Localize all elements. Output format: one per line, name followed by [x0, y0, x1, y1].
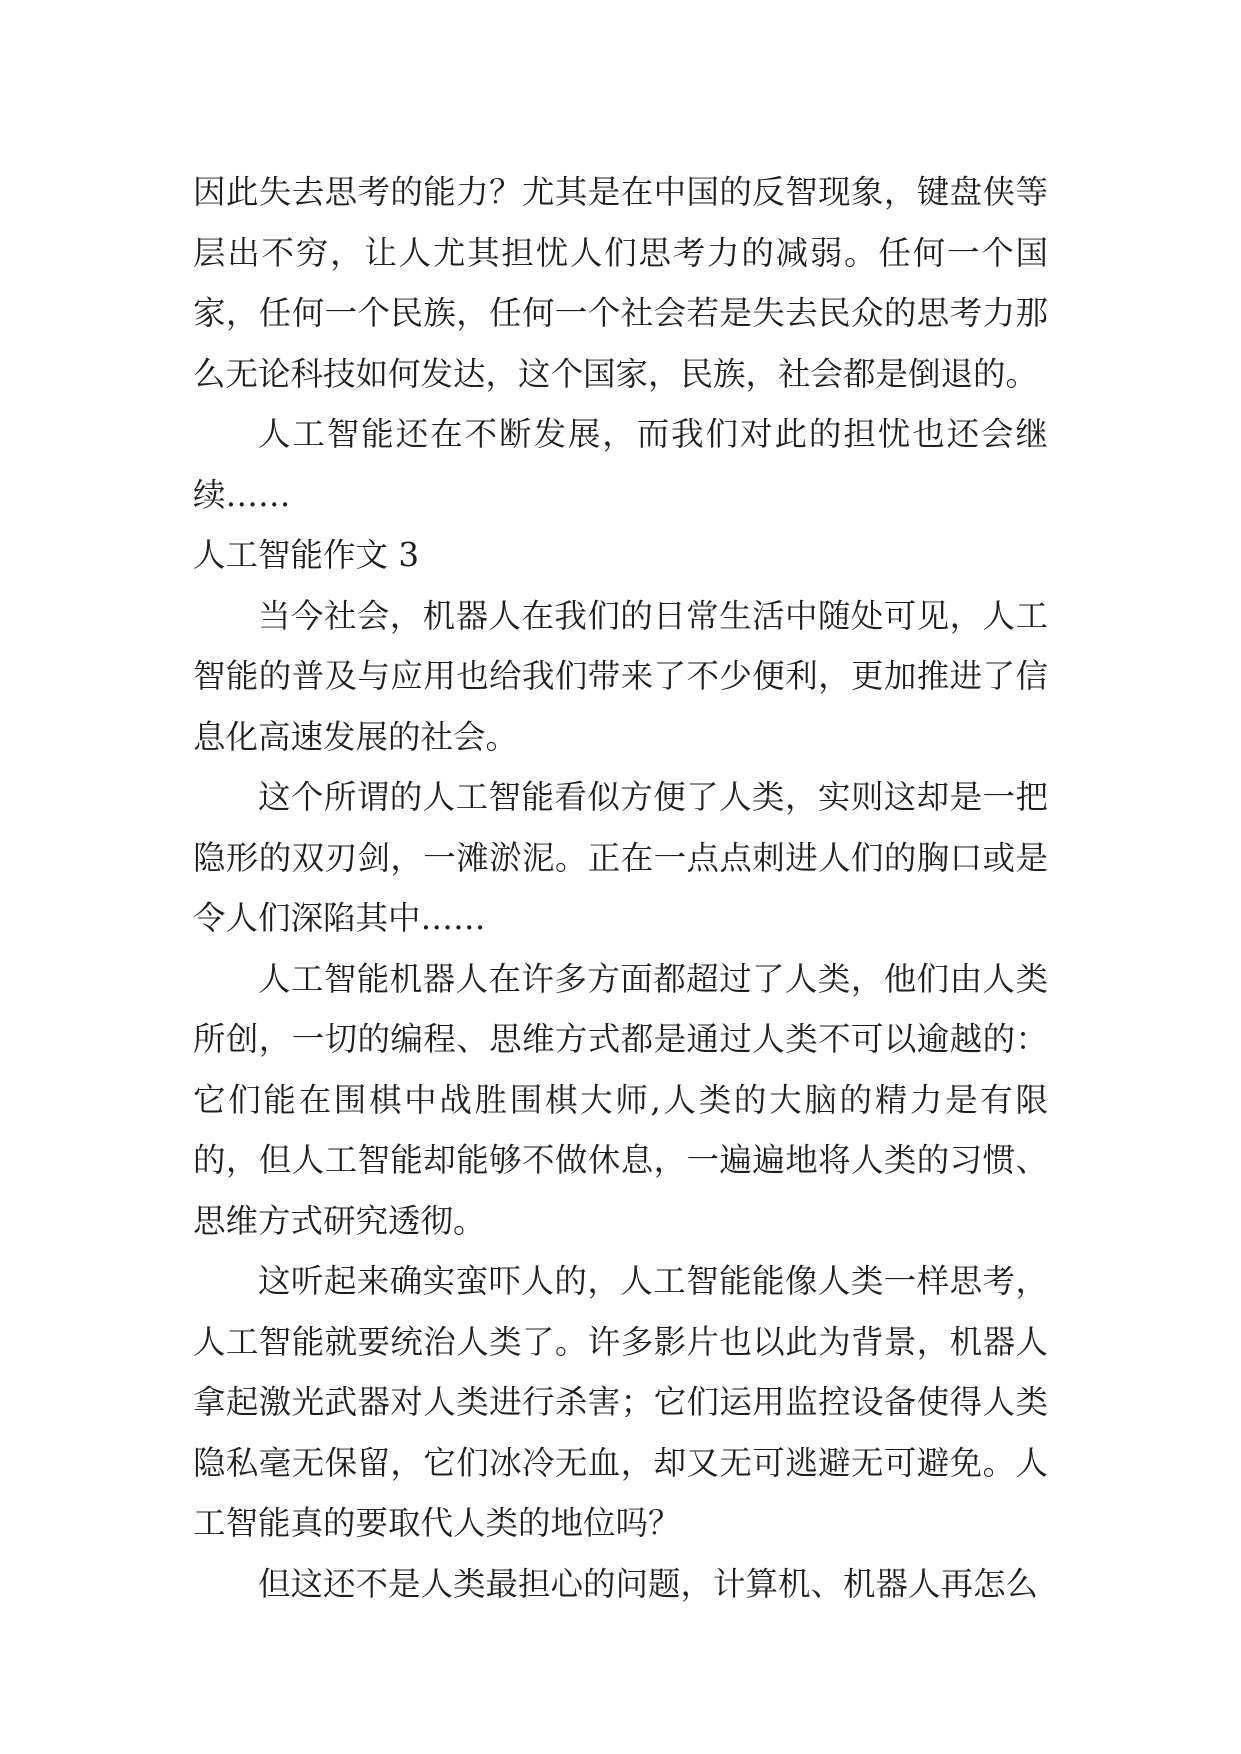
paragraph: 这听起来确实蛮吓人的，人工智能能像人类一样思考，人工智能就要统治人类了。许多影片也以此为背景，机器人拿起激光武器对人类进行杀害；它们运用监控设备使得人类隐私毫无保留，它们冰冷无血，却又无可逃避无可避免。人工智能真的要取代人类的地位吗？	[193, 1262, 1048, 1542]
paragraph: 但这还不是人类最担心的问题，计算机、机器人再怎么	[258, 1564, 1039, 1603]
paragraph: 当今社会，机器人在我们的日常生活中随处可见，人工智能的普及与应用也给我们带来了不少便利，更加推进了信息化高速发展的社会。	[193, 596, 1048, 756]
paragraph: 人工智能还在不断发展，而我们对此的担忧也还会继续……	[193, 415, 1048, 514]
essay-body	[193, 162, 1048, 1614]
essay-heading: 人工智能作文 3	[193, 536, 420, 574]
paragraph: 这个所谓的人工智能看似方便了人类，实则这却是一把隐形的双刃剑，一滩淤泥。正在一点点刺进人们的胸口或是令人们深陷其中……	[193, 778, 1048, 937]
paragraph-continuation: 因此失去思考的能力？尤其是在中国的反智现象，键盘侠等层出不穷，让人尤其担忧人们思考力的减弱。任何一个国家，任何一个民族，任何一个社会若是失去民众的思考力那么无论科技如何发达，这个国家，民族，社会都是倒退的。	[193, 173, 1048, 393]
paragraph: 人工智能机器人在许多方面都超过了人类，他们由人类所创，一切的编程、思维方式都是通过人类不可以逾越的：它们能在围棋中战胜围棋大师,人类的大脑的精力是有限的，但人工智能却能够不做休息，一遍遍地将人类的习惯、思维方式研究透彻。	[193, 959, 1048, 1240]
